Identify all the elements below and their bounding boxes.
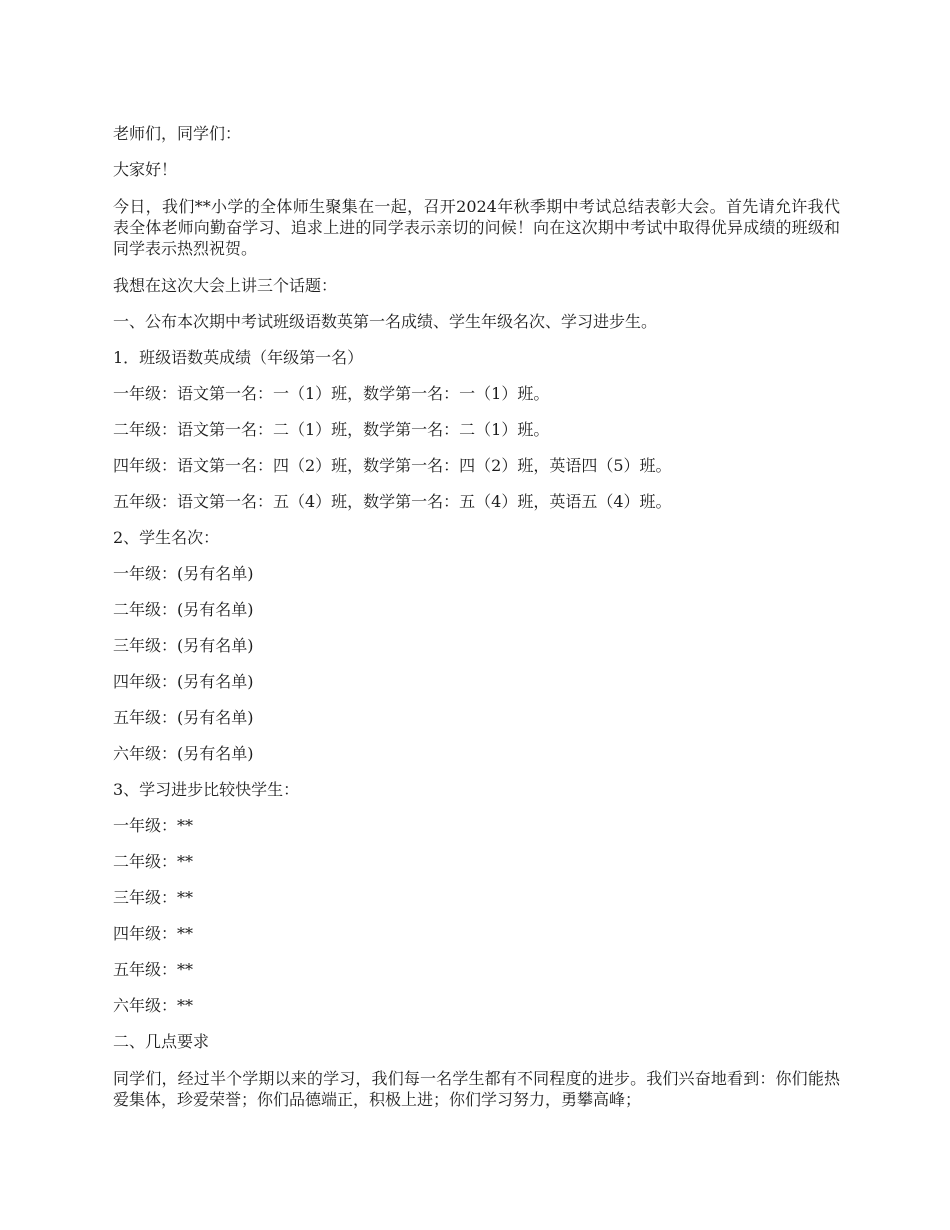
progress-line: 四年级：** xyxy=(113,924,194,943)
progress-line: 五年级：** xyxy=(113,960,194,979)
progress-line: 一年级：** xyxy=(113,816,194,835)
class-score-line: 一年级：语文第一名：一（1）班，数学第一名：一（1）班。 xyxy=(113,384,550,403)
class-score-line: 五年级：语文第一名：五（4）班，数学第一名：五（4）班，英语五（4）班。 xyxy=(113,492,672,511)
class-score-line: 二年级：语文第一名：二（1）班，数学第一名：二（1）班。 xyxy=(113,420,550,439)
subsection-heading-class-scores: 1．班级语数英成绩（年级第一名） xyxy=(113,348,364,367)
subsection-heading-progress: 3、学习进步比较快学生： xyxy=(113,780,300,799)
progress-line: 三年级：** xyxy=(113,888,194,907)
progress-line: 二年级：** xyxy=(113,852,194,871)
subsection-heading-student-ranks: 2、学生名次： xyxy=(113,528,220,547)
section-heading-1: 一、公布本次期中考试班级语数英第一名成绩、学生年级名次、学习进步生。 xyxy=(113,312,658,331)
progress-line: 六年级：** xyxy=(113,996,194,1015)
requirements-paragraph: 同学们，经过半个学期以来的学习，我们每一名学生都有不同程度的进步。我们兴奋地看到：你们能热爱集体，珍爱荣誉；你们品德端正，积极上进；你们学习努力，勇攀高峰； xyxy=(113,1069,840,1109)
section-heading-2: 二、几点要求 xyxy=(113,1032,210,1051)
rank-line: 五年级：(另有名单) xyxy=(113,708,254,727)
intro-paragraph: 今日，我们**小学的全体师生聚集在一起，召开2024年秋季期中考试总结表彰大会。首先请允许我代表全体老师向勤奋学习、追求上进的同学表示亲切的问候！向在这次期中考试中取得优异成绩的班级和同学表示热烈祝贺。 xyxy=(113,197,840,258)
rank-line: 三年级：(另有名单) xyxy=(113,636,254,655)
rank-line: 四年级：(另有名单) xyxy=(113,672,254,691)
class-score-line: 四年级：语文第一名：四（2）班，数学第一名：四（2）班，英语四（5）班。 xyxy=(113,456,672,475)
greeting: 老师们，同学们： xyxy=(113,124,242,143)
rank-line: 六年级：(另有名单) xyxy=(113,744,254,763)
rank-line: 二年级：(另有名单) xyxy=(113,600,254,619)
salutation: 大家好！ xyxy=(113,160,178,179)
rank-line: 一年级：(另有名单) xyxy=(113,564,254,583)
topics-intro: 我想在这次大会上讲三个话题： xyxy=(113,276,338,295)
